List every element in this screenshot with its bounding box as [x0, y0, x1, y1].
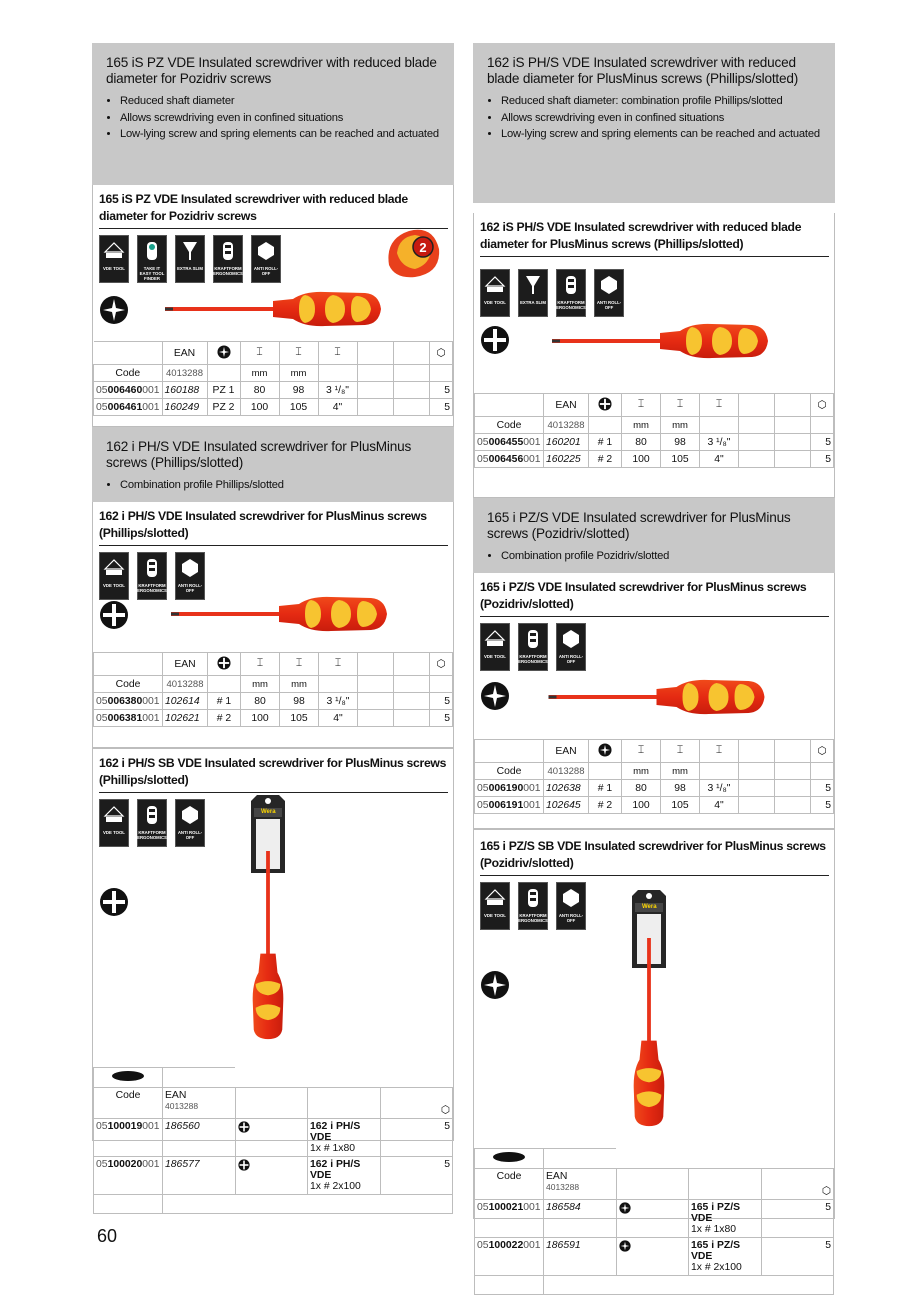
table-row: 05100021001 186584 165 i PZ/S VDE 1x # 1x80 5	[475, 1200, 834, 1238]
table-subheader: Code 4013288 mm mm	[94, 365, 453, 382]
intro-title: 165 iS PZ VDE Insulated screwdriver with reduced blade diameter for Pozidriv screws	[106, 55, 437, 86]
product-title: 162 i PH/S VDE Insulated screwdriver for PlusMinus screws (Phillips/slotted)	[99, 502, 448, 546]
table-row: 05006456001 160225 # 2 100 105 4" 5	[475, 451, 834, 468]
total-length-icon: ⌶	[661, 394, 700, 417]
product-165-i-pzs	[473, 573, 835, 829]
left-column	[92, 43, 454, 1192]
feature-item: • Combination profile Pozidriv/slotted	[501, 548, 821, 565]
screwdriver-image	[248, 851, 288, 1041]
spec-table: EAN ⌶ ⌶ ⌶ ⬡ Code 4013288 mm mm 05006190001 102638 # 1 80 98 3 ¹/₈" 5 05006191001 102645 # 2 100 105 4" 5	[474, 739, 834, 814]
package-icon: ⬡	[430, 653, 453, 676]
extra-slim-icon: EXTRA SLIM	[175, 235, 205, 283]
table-row: 05006380001 102614 # 1 80 98 3 ¹/₈" 5	[94, 693, 453, 710]
feature-item: • Reduced shaft diameter: combination profile Phillips/slotted	[501, 93, 821, 110]
pozidriv-slotted-tip-icon	[616, 1238, 689, 1276]
product-title: 165 iS PZ VDE Insulated screwdriver with reduced blade diameter for Pozidriv screws	[99, 185, 448, 229]
phillips-slotted-tip-icon	[235, 1157, 308, 1195]
length-inch-icon: ⌶	[700, 394, 739, 417]
kraftform-icon: KRAFTFORM ERGONOMICS	[518, 623, 548, 671]
product-title: 165 i PZ/S SB VDE Insulated screwdriver for PlusMinus screws (Pozidriv/slotted)	[480, 832, 829, 876]
length-inch-icon: ⌶	[319, 653, 358, 676]
blade-length-icon: ⌶	[240, 342, 279, 365]
product-165-is-pz	[92, 185, 454, 427]
anti-roll-off-icon: ANTI ROLL-OFF	[594, 269, 624, 317]
table-row: 05006455001 160201 # 1 80 98 3 ¹/₈" 5	[475, 434, 834, 451]
product-title: 165 i PZ/S VDE Insulated screwdriver for PlusMinus screws (Pozidriv/slotted)	[480, 573, 829, 617]
vde-tool-icon: VDE TOOL	[99, 552, 129, 600]
phillips-slotted-tip-icon	[99, 887, 129, 917]
anti-roll-off-icon: ANTI ROLL-OFF	[251, 235, 281, 283]
blister-icon	[475, 1149, 544, 1169]
blade-length-icon: ⌶	[622, 394, 661, 417]
total-length-icon: ⌶	[280, 653, 319, 676]
table-header: Code EAN 4013288 ⬡	[475, 1169, 834, 1200]
table-row: 05006460001 160188 PZ 1 80 98 3 ¹/₈" 5	[94, 382, 453, 399]
package-icon: ⬡	[761, 1169, 834, 1200]
phillips-slotted-tip-icon	[589, 394, 622, 417]
feature-icons	[474, 617, 834, 671]
blade-length-icon: ⌶	[622, 740, 661, 763]
table-row: 05006191001 102645 # 2 100 105 4" 5	[475, 797, 834, 814]
feature-list	[106, 93, 440, 143]
svg-text:2: 2	[419, 240, 427, 255]
spec-table	[93, 341, 453, 416]
phillips-slotted-tip-icon	[480, 325, 510, 355]
product-visual	[474, 311, 834, 393]
vde-tool-icon: VDE TOOL	[99, 235, 129, 283]
package-icon: ⬡	[430, 342, 453, 365]
pozidriv-slotted-tip-icon	[480, 681, 510, 711]
table-header: Code EAN 4013288 ⬡	[94, 1088, 453, 1119]
table-header: EAN ⌶ ⌶ ⌶ ⬡	[94, 653, 453, 676]
ean-header: EAN	[162, 342, 207, 365]
code-header: Code	[94, 365, 163, 382]
intro-162-i-phs	[92, 427, 454, 502]
length-inch-icon: ⌶	[700, 740, 739, 763]
extra-slim-icon: EXTRA SLIM	[518, 269, 548, 317]
pozidriv-slotted-tip-icon	[589, 740, 622, 763]
product-visual	[474, 671, 834, 739]
feature-item: • Combination profile Phillips/slotted	[120, 477, 440, 494]
screwdriver-image	[165, 289, 385, 329]
intro-title: 162 i PH/S VDE Insulated screwdriver for PlusMinus screws (Phillips/slotted)	[106, 439, 412, 470]
spec-table: EAN ⌶ ⌶ ⌶ ⬡ Code 4013288 mm mm 05006380001 102614 # 1 80 98 3 ¹/₈" 5 05006381001 102621 # 2 100 105 4" 5	[93, 652, 453, 727]
table-row: 05100022001 186591 165 i PZ/S VDE 1x # 2x100 5	[475, 1238, 834, 1276]
product-title: 162 i PH/S SB VDE Insulated screwdriver for PlusMinus screws (Phillips/slotted)	[99, 749, 448, 793]
kraftform-icon: KRAFTFORM ERGONOMICS	[518, 882, 548, 930]
feature-item: • Allows screwdriving even in confined situations	[120, 110, 440, 127]
size-badge	[385, 225, 441, 281]
vde-tool-icon: VDE TOOL	[480, 269, 510, 317]
phillips-slotted-tip-icon	[208, 653, 241, 676]
kraftform-icon: KRAFTFORM ERGONOMICS	[137, 552, 167, 600]
vde-tool-icon: VDE TOOL	[99, 799, 129, 847]
feature-item: • Allows screwdriving even in confined situations	[501, 110, 821, 127]
total-length-icon: ⌶	[279, 342, 318, 365]
sb-table	[474, 1148, 834, 1295]
product-162-i-phs-sb	[92, 748, 454, 1192]
product-162-is-phs	[473, 213, 835, 498]
table-header	[94, 342, 453, 365]
product-title: 162 iS PH/S VDE Insulated screwdriver with reduced blade diameter for PlusMinus screws (Phillips/slotted)	[480, 213, 829, 257]
anti-roll-off-icon: ANTI ROLL-OFF	[175, 552, 205, 600]
package-icon: ⬡	[811, 740, 834, 763]
vde-tool-icon: VDE TOOL	[480, 623, 510, 671]
feature-item: • Reduced shaft diameter	[120, 93, 440, 110]
table-row: 05006461001 160249 PZ 2 100 105 4" 5	[94, 399, 453, 416]
product-visual	[93, 594, 453, 652]
pozidriv-slotted-tip-icon	[616, 1200, 689, 1238]
pozidriv-slotted-tip-icon	[480, 970, 510, 1000]
feature-item: • Low-lying screw and spring elements can be reached and actuated	[501, 126, 821, 143]
feature-list	[487, 93, 821, 143]
anti-roll-off-icon: ANTI ROLL-OFF	[556, 623, 586, 671]
intro-165-is-pz	[92, 43, 454, 185]
anti-roll-off-icon: ANTI ROLL-OFF	[556, 882, 586, 930]
anti-roll-off-icon: ANTI ROLL-OFF	[175, 799, 205, 847]
feature-list	[106, 477, 440, 494]
brand-logo: Wera	[261, 809, 276, 815]
intro-title: 165 i PZ/S VDE Insulated screwdriver for PlusMinus screws (Pozidriv/slotted)	[487, 510, 791, 541]
product-162-i-phs	[92, 502, 454, 748]
pozidriv-tip-icon	[99, 295, 129, 325]
table-row: 05100020001 186577 162 i PH/S VDE 1x # 2x100 5	[94, 1157, 453, 1195]
screwdriver-image	[171, 594, 391, 634]
brand-logo: Wera	[642, 904, 657, 910]
screwdriver-image	[629, 938, 669, 1128]
feature-icons	[474, 257, 834, 317]
feature-item: • Low-lying screw and spring elements can be reached and actuated	[120, 126, 440, 143]
blister-icon	[94, 1068, 163, 1088]
phillips-slotted-tip-icon	[235, 1119, 308, 1157]
intro-165-i-pzs	[473, 498, 835, 573]
kraftform-icon: KRAFTFORM ERGONOMICS	[213, 235, 243, 283]
product-165-i-pzs-sb	[473, 829, 835, 1273]
feature-icons	[93, 546, 453, 600]
pozidriv-tip-icon	[207, 342, 240, 365]
table-row: 05006381001 102621 # 2 100 105 4" 5	[94, 710, 453, 727]
length-inch-icon: ⌶	[318, 342, 357, 365]
feature-list	[487, 548, 821, 565]
sb-table	[93, 1067, 453, 1214]
table-row: 05006190001 102638 # 1 80 98 3 ¹/₈" 5	[475, 780, 834, 797]
total-length-icon: ⌶	[661, 740, 700, 763]
page-number: 60	[97, 1226, 118, 1246]
phillips-slotted-tip-icon	[99, 600, 129, 630]
take-it-easy-icon: TAKE IT EASY TOOL FINDER	[137, 235, 167, 283]
spec-table: EAN ⌶ ⌶ ⌶ ⬡ Code 4013288 mm mm 05006455001 160201 # 1 80 98 3 ¹/₈" 5 05006456001 160225 # 2 100 105 4" 5	[474, 393, 834, 468]
package-icon: ⬡	[380, 1088, 453, 1119]
product-visual	[93, 283, 453, 341]
intro-162-is-phs	[473, 43, 835, 203]
screwdriver-image	[552, 321, 772, 361]
blade-length-icon: ⌶	[241, 653, 280, 676]
right-column	[473, 43, 835, 1273]
intro-title: 162 iS PH/S VDE Insulated screwdriver with reduced blade diameter for PlusMinus screws (Phillips/slotted)	[487, 55, 799, 86]
kraftform-icon: KRAFTFORM ERGONOMICS	[137, 799, 167, 847]
screwdriver-image	[546, 677, 771, 717]
vde-tool-icon: VDE TOOL	[480, 882, 510, 930]
table-row: 05100019001 186560 162 i PH/S VDE 1x # 1x80 5	[94, 1119, 453, 1157]
package-icon: ⬡	[811, 394, 834, 417]
ean-prefix: 4013288	[162, 365, 207, 382]
kraftform-icon: KRAFTFORM ERGONOMICS	[556, 269, 586, 317]
